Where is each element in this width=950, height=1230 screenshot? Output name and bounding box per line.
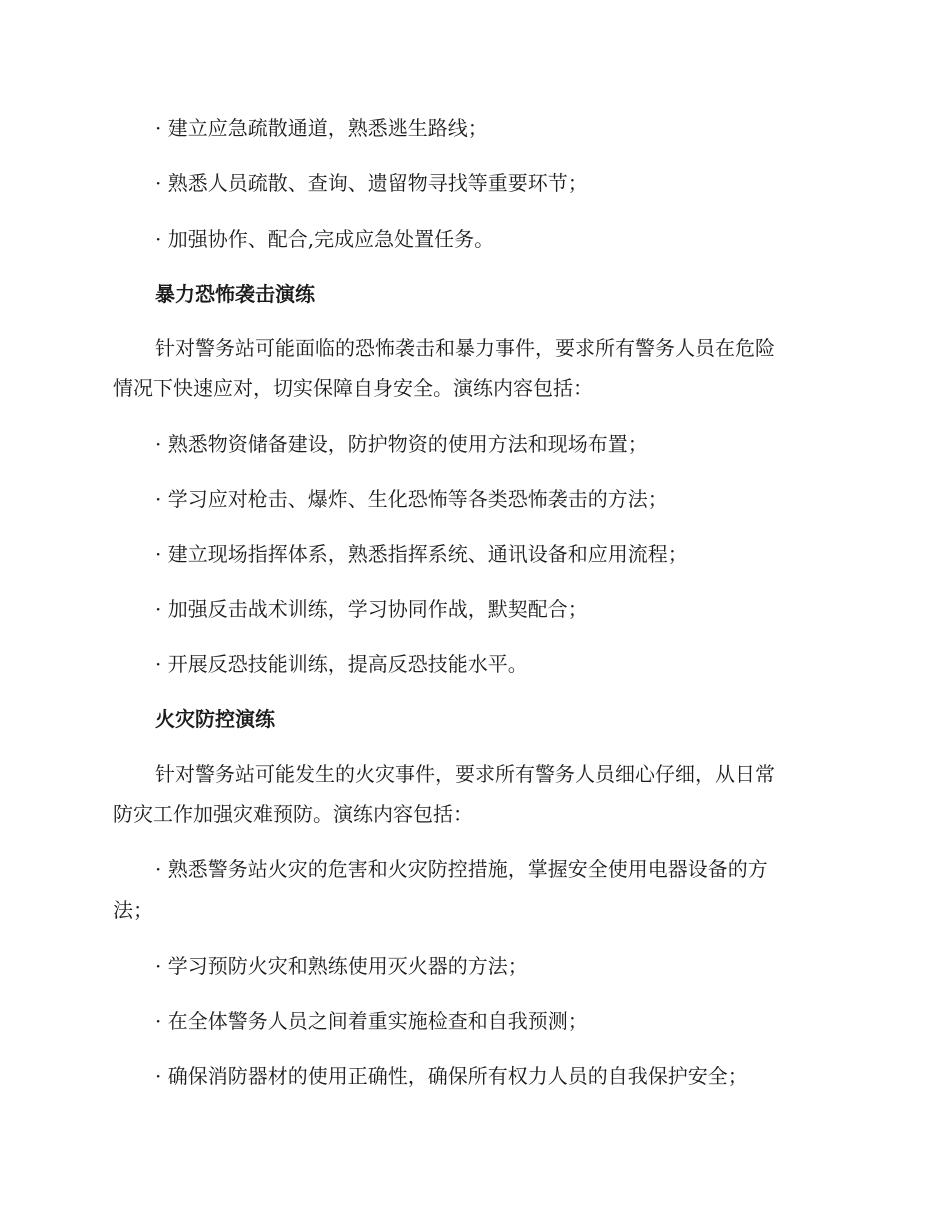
list-item: · 学习应对枪击、爆炸、生化恐怖等各类恐怖袭击的方法； — [155, 487, 668, 511]
list-item: · 熟悉警务站火灾的危害和火灾防控措施，掌握安全使用电器设备的方 — [155, 857, 768, 881]
list-item: · 熟悉人员疏散、查询、遗留物寻找等重要环节； — [155, 171, 588, 195]
paragraph-line: 情况下快速应对，切实保障自身安全。演练内容包括： — [113, 376, 593, 400]
document-page — [113, 0, 833, 1230]
list-item: · 建立应急疏散通道，熟悉逃生路线； — [155, 116, 488, 140]
section-heading: 火灾防控演练 — [155, 707, 275, 731]
section-heading: 暴力恐怖袭击演练 — [155, 282, 315, 306]
paragraph-line: 防灾工作加强灾难预防。演练内容包括： — [113, 802, 473, 826]
list-item: · 确保消防器材的使用正确性，确保所有权力人员的自我保护安全； — [155, 1064, 748, 1088]
list-item: · 开展反恐技能训练，提高反恐技能水平。 — [155, 652, 528, 676]
list-item: · 加强反击战术训练，学习协同作战，默契配合； — [155, 597, 588, 621]
paragraph-line: 针对警务站可能面临的恐怖袭击和暴力事件，要求所有警务人员在危险 — [155, 336, 775, 360]
list-item: · 建立现场指挥体系，熟悉指挥系统、通讯设备和应用流程； — [155, 542, 688, 566]
list-item: · 学习预防火灾和熟练使用灭火器的方法； — [155, 954, 528, 978]
list-item: · 熟悉物资储备建设，防护物资的使用方法和现场布置； — [155, 432, 648, 456]
list-item: · 在全体警务人员之间着重实施检查和自我预测； — [155, 1009, 588, 1033]
paragraph-line: 针对警务站可能发生的火灾事件，要求所有警务人员细心仔细，从日常 — [155, 762, 775, 786]
list-item: · 加强协作、配合,完成应急处置任务。 — [155, 227, 495, 251]
list-item-continuation: 法； — [113, 898, 153, 922]
